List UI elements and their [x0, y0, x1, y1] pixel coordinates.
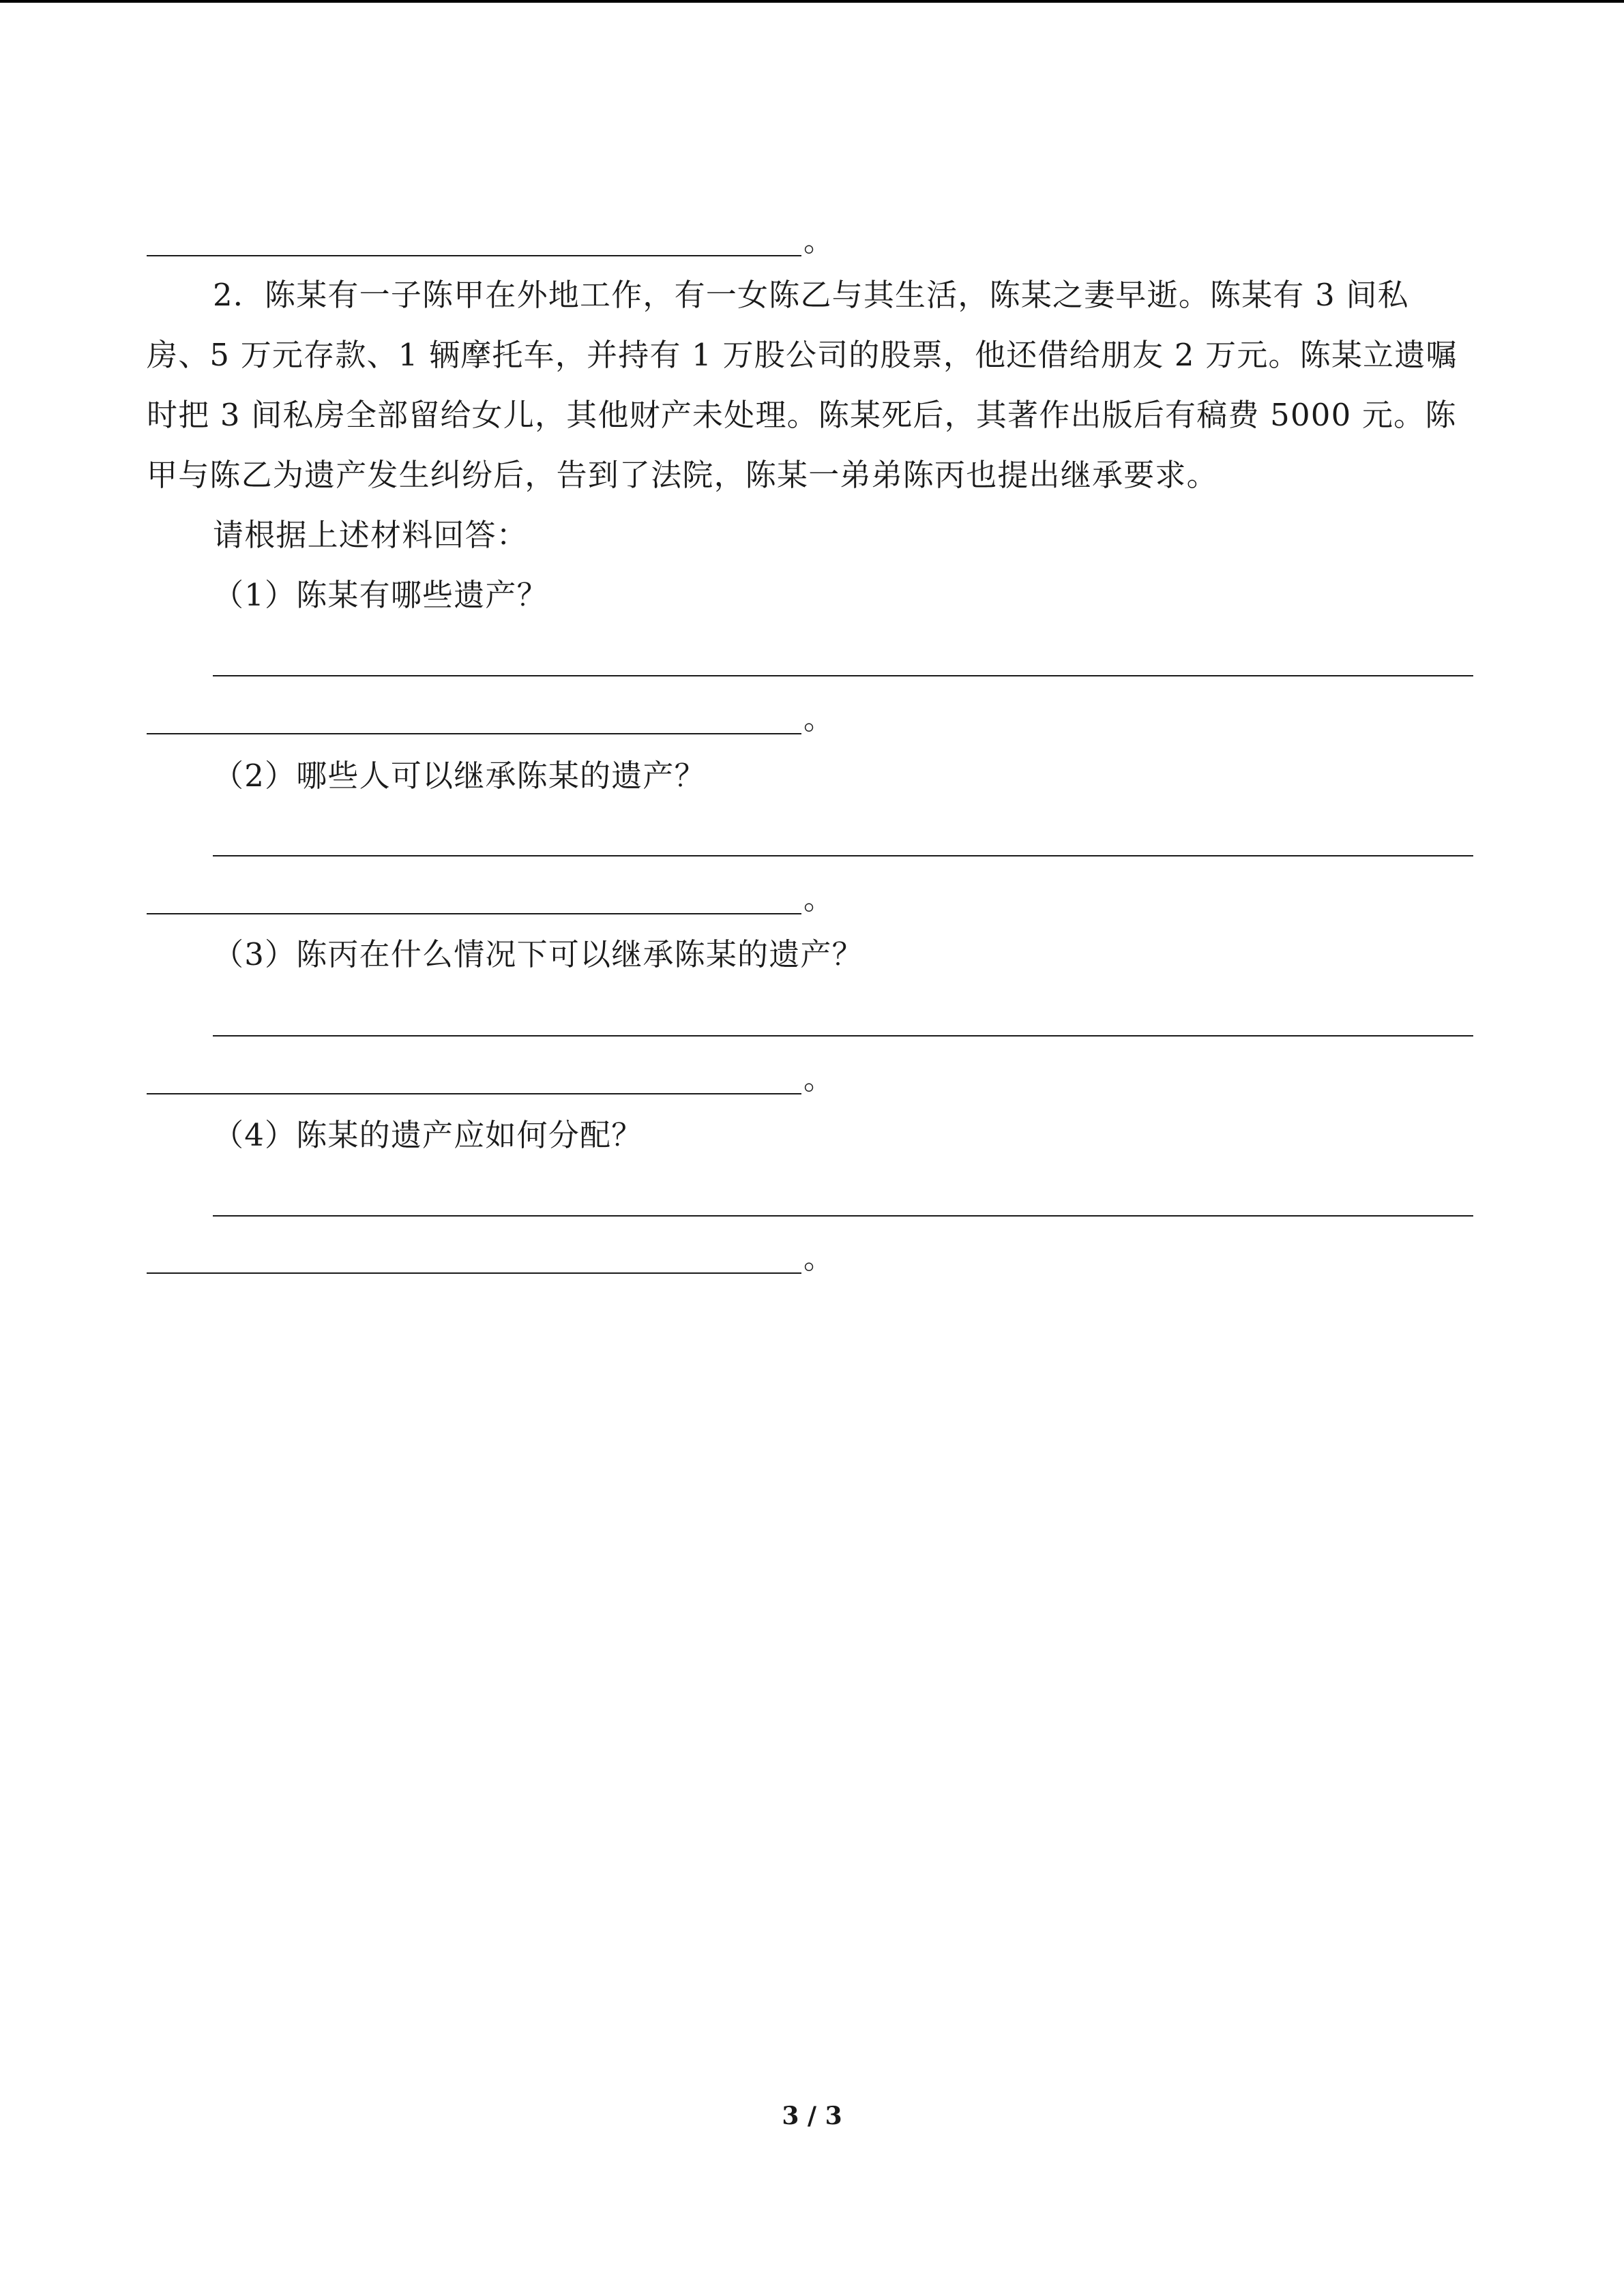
problem-line-4: 甲与陈乙为遗产发生纠纷后，告到了法院，陈某一弟弟陈丙也提出继承要求。 [147, 457, 1218, 493]
answer-line-q1-a [213, 675, 1473, 676]
problem-line-2: 房、5 万元存款、1 辆摩托车，并持有 1 万股公司的股票，他还借给朋友 2 万元。陈某立遗嘱 [147, 337, 1458, 373]
page-number: 3 / 3 [782, 2102, 842, 2130]
answer-line-carryover [147, 255, 801, 256]
answer-terminator: 。 [803, 224, 833, 258]
question-1: （1）陈某有哪些遗产？ [213, 577, 548, 613]
question-4: （4）陈某的遗产应如何分配？ [213, 1117, 643, 1153]
answer-line-q2-b [147, 913, 801, 914]
answer-line-q3-a [213, 1035, 1473, 1037]
answer-line-q4-a [213, 1215, 1473, 1217]
question-3: （3）陈丙在什么情况下可以继承陈某的遗产？ [213, 936, 863, 972]
page-top-border [0, 0, 1624, 3]
answer-line-q3-b [147, 1093, 801, 1094]
answer-line-q4-b [147, 1272, 801, 1274]
answer-line-q2-a [213, 855, 1473, 856]
answer-line-q1-b [147, 733, 801, 734]
problem-line-1: 2．陈某有一子陈甲在外地工作，有一女陈乙与其生活，陈某之妻早逝。陈某有 3 间私 [213, 277, 1409, 313]
answer-terminator: 。 [803, 702, 833, 736]
answer-terminator: 。 [803, 1241, 833, 1276]
question-2: （2）哪些人可以继承陈某的遗产？ [213, 758, 706, 794]
problem-line-3: 时把 3 间私房全部留给女儿，其他财产未处理。陈某死后，其著作出版后有稿费 5000 元。陈 [147, 397, 1457, 433]
answer-terminator: 。 [803, 882, 833, 916]
answer-terminator: 。 [803, 1062, 833, 1097]
problem-prompt: 请根据上述材料回答： [213, 517, 529, 553]
